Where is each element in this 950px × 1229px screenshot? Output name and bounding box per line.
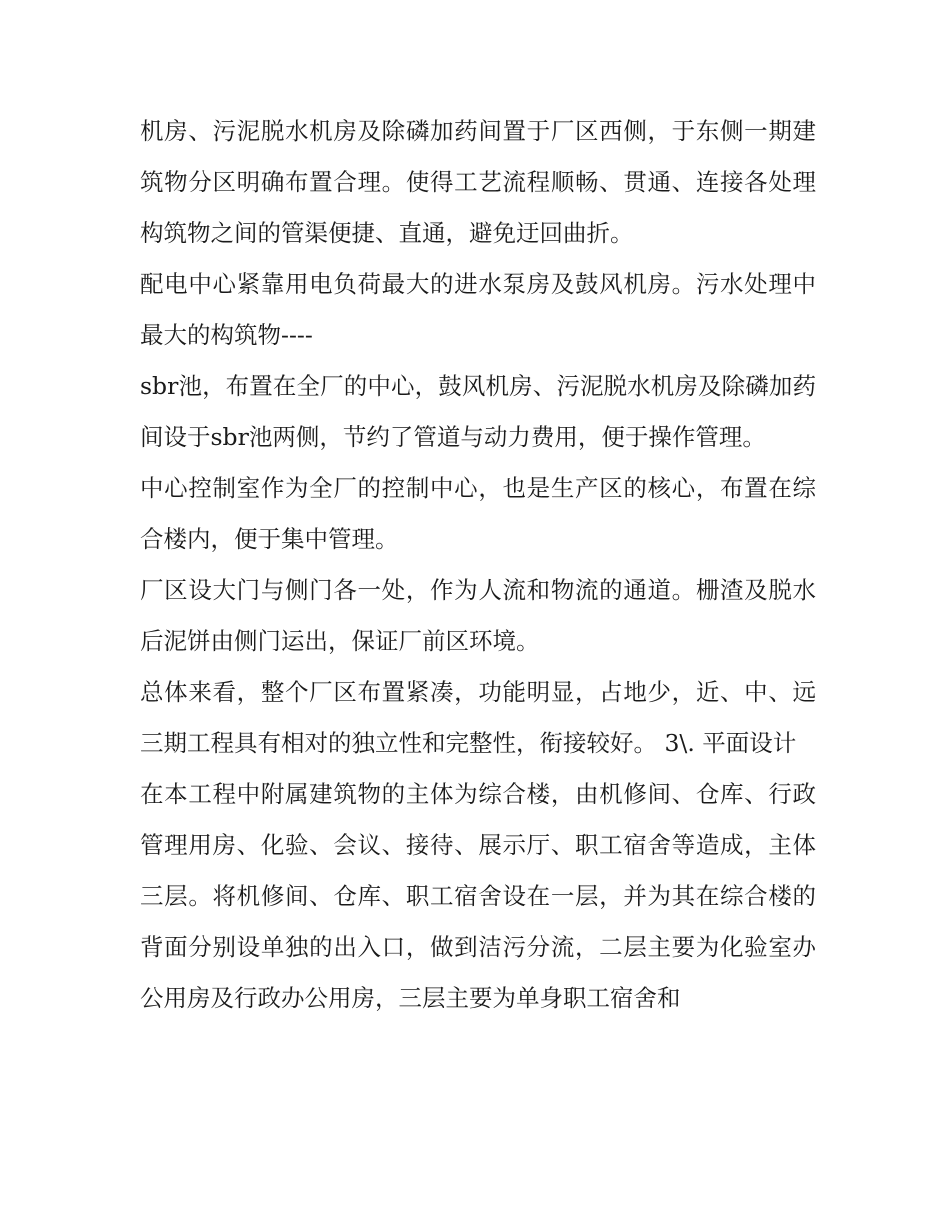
paragraph-layout: 机房、污泥脱水机房及除磷加药间置于厂区西侧，于东侧一期建筑物分区明确布置合理。使得工艺流程顺畅、贯通、连接各处理构筑物之间的管渠便捷、直通，避免迂回曲折。 <box>140 117 816 247</box>
paragraph-control-room: 中心控制室作为全厂的控制中心，也是生产区的核心，布置在综合楼内，便于集中管理。 <box>140 474 816 553</box>
paragraph-building: 在本工程中附属建筑物的主体为综合楼，由机修间、仓库、行政管理用房、化验、会议、接待、展示厅、职工宿舍等造成，主体三层。将机修间、仓库、职工宿舍设在一层，并为其在综合楼的背面分别设单独的出入口，做到洁污分流，二层主要为化验室办公用房及行政办公用房，三层主要为单身职工宿舍和 <box>140 780 816 1012</box>
paragraph-sbr-tank: sbr池，布置在全厂的中心，鼓风机房、污泥脱水机房及除磷加药间设于sbr池两侧，节约了管道与动力费用，便于操作管理。 <box>140 372 816 451</box>
document-body <box>140 106 816 1024</box>
paragraph-summary: 总体来看，整个厂区布置紧凑，功能明显，占地少，近、中、远三期工程具有相对的独立性和完整性，衔接较好。 3\. 平面设计 <box>140 678 816 757</box>
paragraph-gates: 厂区设大门与侧门各一处，作为人流和物流的通道。栅渣及脱水后泥饼由侧门运出，保证厂前区环境。 <box>140 576 816 655</box>
paragraph-power-center: 配电中心紧靠用电负荷最大的进水泵房及鼓风机房。污水处理中最大的构筑物---- <box>140 270 816 349</box>
